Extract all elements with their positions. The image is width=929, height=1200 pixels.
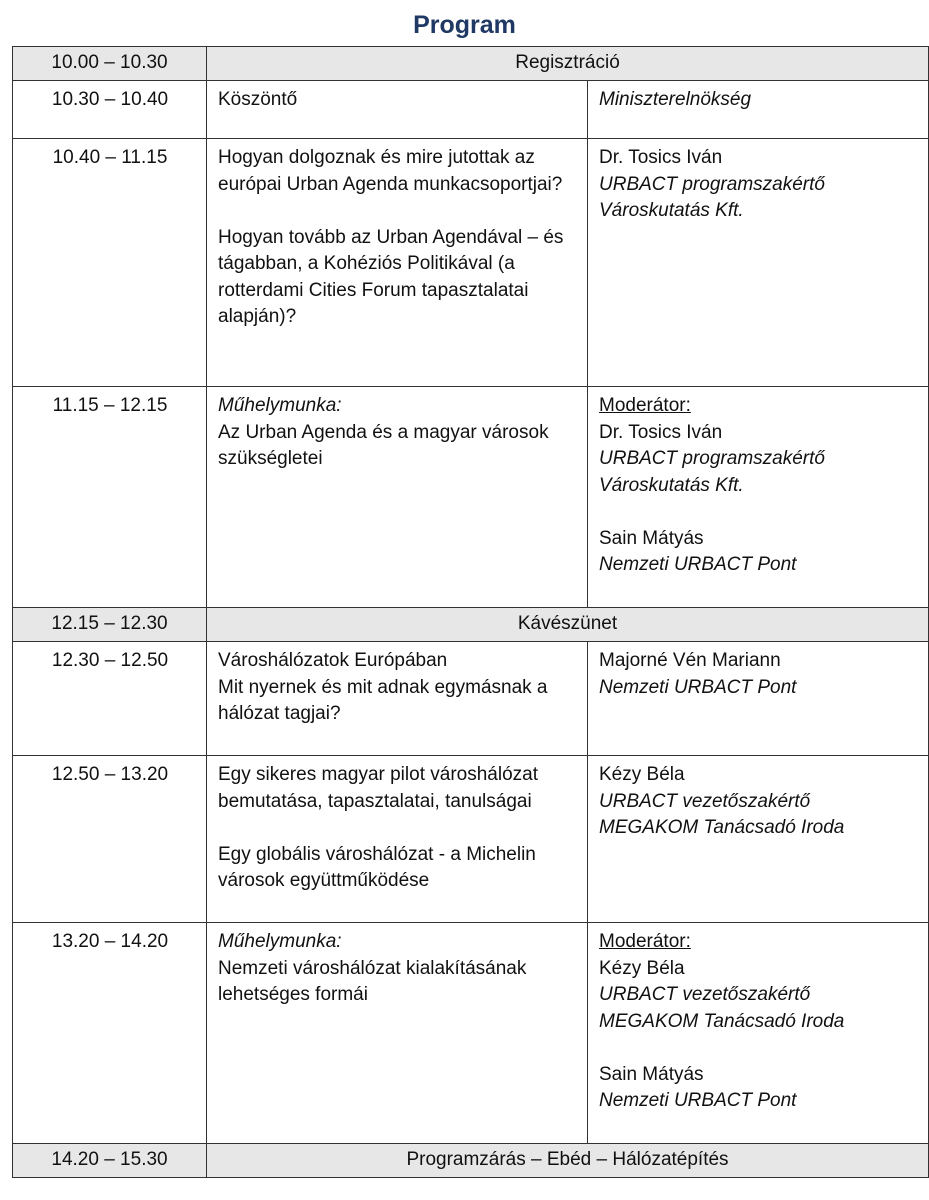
- topic-cell: [207, 923, 588, 1144]
- time-cell: 12.50 – 13.20: [13, 756, 207, 923]
- speaker-name: Dr. Tosics Iván: [599, 421, 723, 443]
- topic-cell: [207, 387, 588, 608]
- table-row: [13, 139, 929, 387]
- time-cell: 13.20 – 14.20: [13, 923, 207, 1144]
- band-cell: Kávészünet: [207, 608, 929, 642]
- topic-text: Városhálózatok Európában: [218, 650, 448, 671]
- time-cell: 10.40 – 11.15: [13, 139, 207, 387]
- topic-cell: [207, 642, 588, 756]
- table-row: [13, 923, 929, 1144]
- speaker-role: URBACT programszakértő: [599, 448, 825, 469]
- speaker-cell: [588, 923, 929, 1144]
- speaker-name: Kézy Béla: [599, 764, 685, 785]
- topic-text: Egy sikeres magyar pilot városhálózat bemutatása, tapasztalatai, tanulságai: [218, 764, 538, 812]
- speaker-cell: [588, 81, 929, 139]
- moderator-label: Moderátor:: [599, 931, 691, 952]
- table-row-coffee-break: [13, 608, 929, 642]
- speaker-org: Városkutatás Kft.: [599, 200, 744, 221]
- speaker-name: Kézy Béla: [599, 957, 685, 979]
- speaker-org: MEGAKOM Tanácsadó Iroda: [599, 1010, 845, 1032]
- topic-text: Hogyan dolgoznak és mire jutottak az európai Urban Agenda munkacsoportjai?: [218, 147, 563, 195]
- speaker-name: Sain Mátyás: [599, 1063, 704, 1085]
- table-row-registration: [13, 47, 929, 81]
- speaker-org: Nemzeti URBACT Pont: [599, 1090, 797, 1111]
- topic-text: Az Urban Agenda és a magyar városok szükségletei: [218, 421, 549, 469]
- speaker-cell: [588, 642, 929, 756]
- table-row: [13, 642, 929, 756]
- page-title: Program: [413, 11, 516, 39]
- time-cell: 12.15 – 12.30: [13, 608, 207, 642]
- topic-text: Mit nyernek és mit adnak egymásnak a hálózat tagjai?: [218, 676, 548, 724]
- speaker-org: Nemzeti URBACT Pont: [599, 554, 797, 575]
- speaker-name: Sain Mátyás: [599, 527, 704, 549]
- table-row-closing: [13, 1144, 929, 1178]
- workshop-label: Műhelymunka:: [218, 395, 342, 416]
- speaker-role: URBACT vezetőszakértő: [599, 984, 811, 1005]
- time-cell: 10.00 – 10.30: [13, 47, 207, 81]
- topic-cell: [207, 81, 588, 139]
- topic-text: Hogyan tovább az Urban Agendával – és tágabban, a Kohéziós Politikával (a rotterdami Cities Forum tapasztalatai alapján)?: [218, 226, 564, 327]
- time-cell: 11.15 – 12.15: [13, 387, 207, 608]
- topic-cell: [207, 756, 588, 923]
- table-row: [13, 387, 929, 608]
- speaker-cell: [588, 387, 929, 608]
- speaker-role: URBACT programszakértő: [599, 173, 825, 195]
- topic-cell: [207, 139, 588, 387]
- speaker-org: MEGAKOM Tanácsadó Iroda: [599, 817, 845, 838]
- band-cell: Programzárás – Ebéd – Hálózatépítés: [207, 1144, 929, 1178]
- speaker-cell: [588, 139, 929, 387]
- program-table: [12, 46, 929, 1178]
- speaker-org: Városkutatás Kft.: [599, 474, 744, 496]
- band-cell: Regisztráció: [207, 47, 929, 81]
- time-cell: 10.30 – 10.40: [13, 81, 207, 139]
- moderator-label: Moderátor:: [599, 395, 691, 416]
- topic-text: Köszöntő: [218, 89, 298, 110]
- speaker-org: Nemzeti URBACT Pont: [599, 676, 797, 698]
- speaker-role: URBACT vezetőszakértő: [599, 790, 811, 812]
- speaker-name: Dr. Tosics Iván: [599, 147, 723, 168]
- speaker-name: Majorné Vén Mariann: [599, 650, 781, 671]
- table-row: [13, 756, 929, 923]
- time-cell: 12.30 – 12.50: [13, 642, 207, 756]
- table-row: [13, 81, 929, 139]
- speaker-org: Miniszterelnökség: [599, 89, 752, 110]
- topic-text: Egy globális városhálózat - a Michelin városok együttműködése: [218, 843, 536, 891]
- speaker-cell: [588, 756, 929, 923]
- time-cell: 14.20 – 15.30: [13, 1144, 207, 1178]
- workshop-label: Műhelymunka:: [218, 931, 342, 952]
- topic-text: Nemzeti városhálózat kialakításának lehetséges formái: [218, 957, 527, 1005]
